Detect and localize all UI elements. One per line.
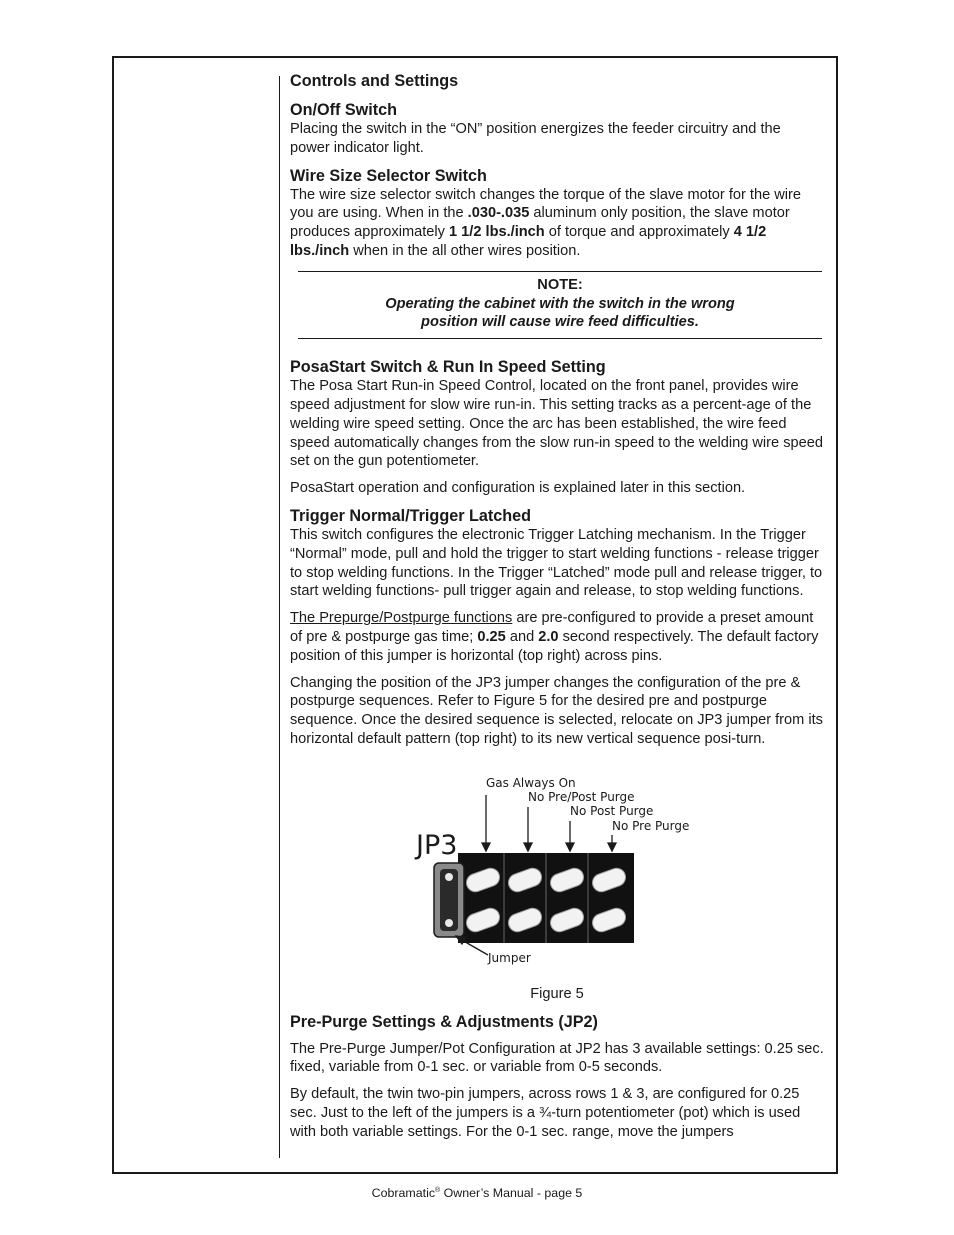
purge-functions-link: The Prepurge/Postpurge functions xyxy=(290,610,513,627)
prepurge-body-2: By default, the twin two-pin jumpers, across rows 1 & 3, are configured for 0.25 sec. Just to the left of the jumpers is a ¾-turn potentiometer (pot) which is used with both variable settings. For the 0-1 sec. range, move the jumpers xyxy=(290,1086,801,1140)
purge-text-2: and xyxy=(505,628,539,645)
jp3-label: JP3 xyxy=(416,829,458,861)
note-line-1: Operating the cabinet with the switch in the wrong xyxy=(385,295,735,312)
option-no-pre-post-purge: No Pre/Post Purge xyxy=(528,789,635,804)
prepurge-heading: Pre-Purge Settings & Adjustments (JP2) xyxy=(290,1012,598,1031)
onoff-heading: On/Off Switch xyxy=(290,101,398,119)
wire-size-body xyxy=(290,186,824,261)
wire-size-bold-1: .030-.035 xyxy=(467,205,530,222)
posastart-body: The Posa Start Run-in Speed Control, located on the front panel, provides wire speed adjustment for slow wire run-in. This setting tracks as a percent-age of the welding wire speed setting. Once the arc has been established, the wire feed speed automatically changes from the slow run-in speed to the welding wire speed set on the gun potentiometer. xyxy=(290,378,823,470)
purge-paragraph xyxy=(290,609,824,665)
registered-mark: ® xyxy=(435,1186,441,1194)
wire-size-section xyxy=(290,166,824,261)
jp3-jumper-diagram xyxy=(410,759,710,979)
jumper-hole-top xyxy=(445,873,453,881)
onoff-body: Placing the switch in the “ON” position energizes the feeder circuitry and the power indicator light. xyxy=(290,121,781,156)
option-no-pre-purge: No Pre Purge xyxy=(612,818,690,833)
wire-size-text-1: The wire size selector switch changes the torque of the slave motor for the wire you are using. When in the xyxy=(290,186,802,222)
trigger-heading: Trigger Normal/Trigger Latched xyxy=(290,506,532,525)
trigger-body: This switch configures the electronic Trigger Latching mechanism. In the Trigger “Normal” mode, pull and hold the trigger to start welding functions - release trigger to stop welding functions. In the Trigger “Latched” mode pull and release trigger, to start welding functions- pull trigger again and release, to stop welding functions. xyxy=(290,526,823,600)
wire-size-bold-3: 4 1/2 lbs./inch xyxy=(290,224,767,259)
page-footer xyxy=(0,1186,954,1200)
wire-size-text-3: of torque and approximately xyxy=(544,224,734,241)
wire-size-heading: Wire Size Selector Switch xyxy=(290,166,487,185)
footer-brand: Cobramatic xyxy=(371,1186,436,1200)
trigger-section xyxy=(290,506,824,749)
note-line-2: position will cause wire feed difficulties. xyxy=(421,314,699,331)
prepurge-section xyxy=(290,1012,824,1142)
section-title: Controls and Settings xyxy=(290,72,459,90)
note-box xyxy=(298,271,822,339)
purge-text-1: are pre-configured to provide a preset amount of pre & postpurge gas time; xyxy=(290,610,814,645)
jumper-label: Jumper xyxy=(488,950,531,965)
footer-text: Owner’s Manual - page 5 xyxy=(440,1186,583,1200)
wire-size-bold-2: 1 1/2 lbs./inch xyxy=(449,224,545,241)
posastart-heading: PosaStart Switch & Run In Speed Setting xyxy=(290,358,606,377)
option-no-post-purge: No Post Purge xyxy=(570,803,654,818)
jumper-hole-bottom xyxy=(445,919,453,927)
note-label: NOTE: xyxy=(537,276,583,293)
wire-size-text-4: when in the all other wires position. xyxy=(349,242,581,259)
wire-size-text-2: aluminum only position, the slave motor produces approximately xyxy=(290,205,790,241)
purge-text-3: second respectively. The default factory position of this jumper is horizontal (top right) across pins. xyxy=(290,628,819,664)
purge-bold-2: 2.0 xyxy=(538,628,559,645)
figure-caption: Figure 5 xyxy=(530,985,584,1002)
figure-5 xyxy=(290,759,824,981)
onoff-section xyxy=(290,100,824,158)
main-content xyxy=(290,70,824,1150)
posastart-body-2: PosaStart operation and configuration is explained later in this section. xyxy=(290,480,746,497)
option-gas-always-on: Gas Always On xyxy=(486,775,576,790)
purge-bold-1: 0.25 xyxy=(477,628,506,645)
column-divider xyxy=(279,76,280,1158)
posastart-section xyxy=(290,357,824,498)
jp3-paragraph: Changing the position of the JP3 jumper changes the configuration of the pre & postpurge sequences. Refer to Figure 5 for the desired pre and postpurge sequence. Once the desired sequence is selected, relocate on JP3 jumper from its horizontal default pattern (top right) to its new vertical sequence posi-turn. xyxy=(290,674,823,747)
prepurge-body-1: The Pre-Purge Jumper/Pot Configuration at JP2 has 3 available settings: 0.25 sec. fixed, variable from 0-1 sec. or variable from 0-5 seconds. xyxy=(290,1040,824,1076)
